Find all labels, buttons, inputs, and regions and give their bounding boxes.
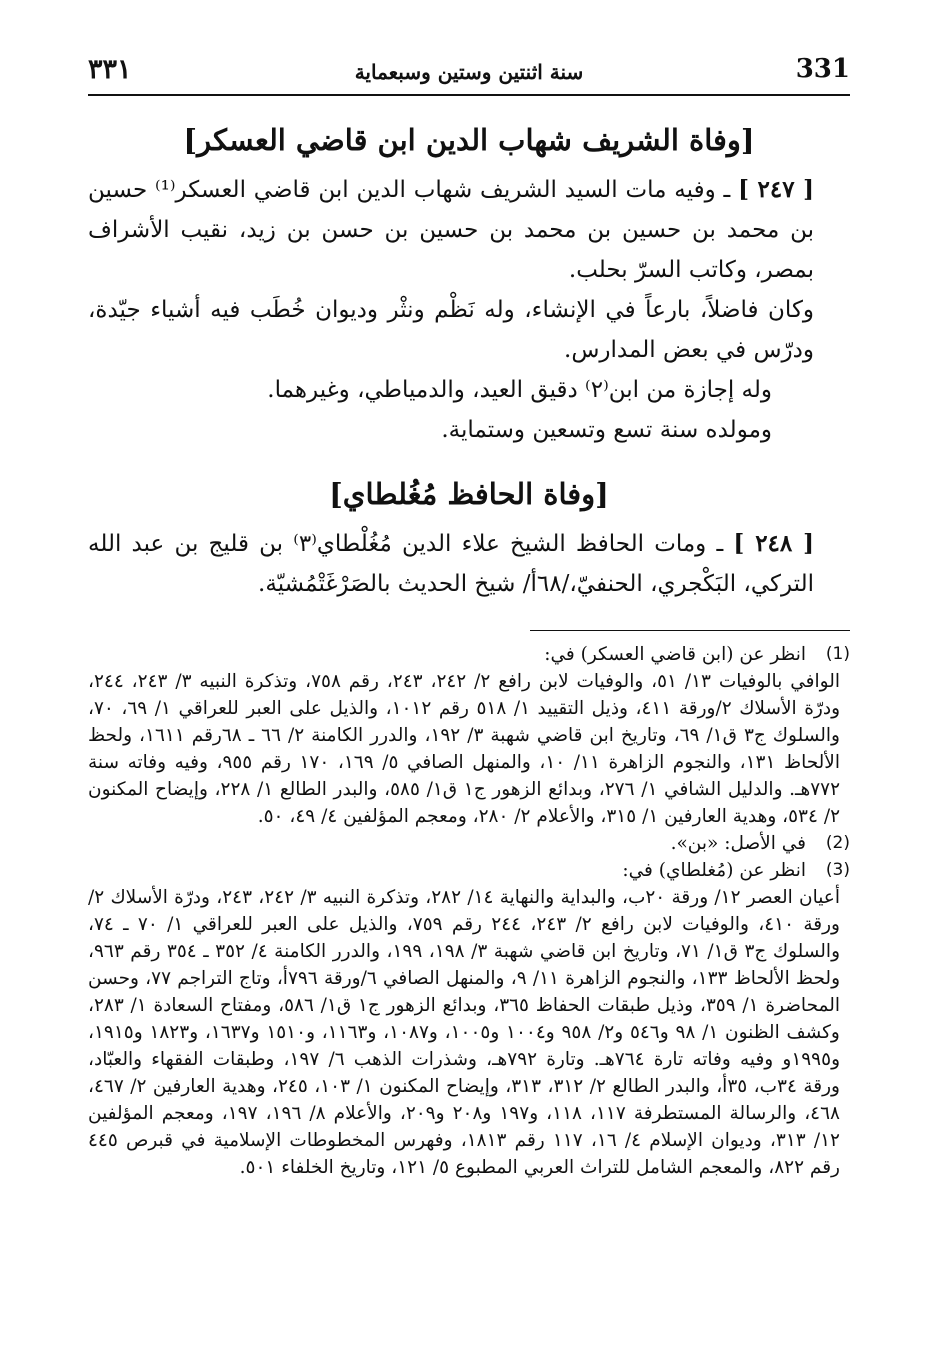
footnote-3	[88, 857, 850, 1181]
entry-248	[88, 524, 850, 604]
footnote-2	[88, 830, 850, 857]
footnote-text: الوافي بالوفيات ١٣/ ٥١، والوفيات لابن رافع ٢/ ٢٤٢، ٢٤٣، رقم ٧٥٨، وتذكرة النبيه ٣/ ٢٤٣، ٢٤٤، ودرّة الأسلاك ٢/ورقة ٤١١، وذيل التقييد ١/ ٥١٨ رقم ١٠١٢، والذيل على العبر للعراقي ١/ ٦٩، ٧٠، والسلوك ج٣ ق١/ ٦٩، وتاريخ ابن قاضي شهبة ٣/ ١٩٢، والدرر الكامنة ٢/ ٦٦ ـ ٦٨رقم ١٦١١، ولحظ الألحاظ ١٣١، والنجوم الزاهرة ١١/ ١٠، والمنهل الصافي ٥/ ١٦٩، ١٧٠ رقم ٩٥٥، وفيه وفاته سنة ٧٧٢هـ. والدليل الشافي ١/ ٢٧٦، وبدائع الزهور ج١ ق١/ ٥٨٥، والبدر الطالع ١/ ٢٢٨، وإيضاح المكنون ٢/ ٥٣٤، وهدية العارفين ١/ ٣١٥، والأعلام ٢/ ٢٨٠، ومعجم المؤلفين ٤/ ٤٩، ٥٠.	[88, 671, 841, 827]
entry-text: ـ ومات الحافظ الشيخ علاء الدين مُغُلْطاي⁽٣⁾ بن قليج بن عبد الله التركي، البَكْجري، الحنفيّ،/٦٨أ/ شيخ الحديث بالصَرْغَتْمُشيّة.	[88, 531, 814, 597]
section-heading-mughultay: [وفاة الحافظ مُغُلطاي]	[329, 477, 609, 511]
paragraph-birth: ومولده سنة تسع وتسعين وستماية.	[441, 417, 772, 443]
footnote-number: (2)	[825, 833, 850, 853]
footnote-text: أعيان العصر ١٢/ ورقة ٢٠ب، والبداية والنهاية ١٤/ ٢٨٢، وتذكرة النبيه ٣/ ٢٤٢، ٢٤٣، ودرّة الأسلاك ٢/ ورقة ٤١٠، والوفيات لابن رافع ٢/ ٢٤٣، ٢٤٤ رقم ٧٥٩، والذيل على العبر للعراقي ١/ ٧٠ ـ ٧٤، والسلوك ج٣ ق١/ ٧١، وتاريخ ابن قاضي شهبة ٣/ ١٩٨، ١٩٩، والدرر الكامنة ٤/ ٣٥٢ ـ ٣٥٤ رقم ٩٦٣، ولحظ الألحاظ ١٣٣، والنجوم الزاهرة ١١/ ٩، والمنهل الصافي ٦/ورقة ٧٩٦أ، وتاج التراجم ٧٧، وحسن المحاضرة ١/ ٣٥٩، وذيل طبقات الحفاظ ٣٦٥، وبدائع الزهور ج١ ق١/ ٥٨٦، ومفتاح السعادة ١/ ٢٨٣، وكشف الظنون ١/ ٩٨ و٥٤٦ و٢/ ٩٥٨ و١٠٠٤ و١٠٠٥، و١٠٨٧، و١١٦٣، و١٥١٠ و١٦٣٧، و١٨٢٣ و١٩١٥، و١٩٩٥و وفيه وفاته تارة ٧٦٤هـ. وتارة ٧٩٢هـ، وشذرات الذهب ٦/ ١٩٧، وطبقات الفقهاء والعبّاد، ورقة ٣٤ب، ٣٥أ، والبدر الطالع ٢/ ٣١٢، ٣١٣، وإيضاح المكنون ١/ ١٠٣، ٢٤٥، وهدية العارفين ٢/ ٤٦٧، ٤٦٨، والرسالة المستطرفة ١١٧، ١١٨، و١٩٧ و٢٠٨ و٢٠٩، والأعلام ٨/ ١٩٦، ١٩٧، ومعجم المؤلفين ١٢/ ٣١٣، وديوان الإسلام ٤/ ١٦، ١١٧ رقم ١٨١٣، وفهرس المخطوطات الإسلامية في قبرص ٤٤٥ رقم ٨٢٢، والمعجم الشامل للتراث العربي المطبوع ٥/ ١٢١، وتاريخ الخلفاء ٥٠١.	[88, 887, 841, 1178]
running-head	[88, 48, 850, 96]
footnote-number: (1)	[825, 644, 850, 664]
entry-247	[88, 170, 850, 290]
section-heading-ibn-qadi: [وفاة الشريف شهاب الدين ابن قاضي العسكر]	[183, 123, 755, 157]
footnote-1	[88, 641, 850, 830]
footnote-separator	[530, 630, 850, 631]
page-number-arabic: ٣٣١	[88, 54, 132, 85]
entry-text: ـ وفيه مات السيد الشريف شهاب الدين ابن قاضي العسكر⁽¹⁾ حسين بن محمد بن حسين بن محمد بن حسين بن حسن بن زيد، نقيب الأشراف بمصر، وكاتب السرّ بحلب.	[88, 177, 814, 283]
footnote-lead: في الأصل: «بن».	[670, 833, 806, 854]
book-page	[88, 48, 850, 1181]
entry-number: [ ٢٤٧ ]	[738, 176, 814, 203]
footnote-lead: انظر عن (مُغلطاي) في:	[622, 860, 806, 881]
running-title: سنة اثنتين وستين وسبعماية	[354, 60, 584, 84]
entry-number: [ ٢٤٨ ]	[733, 530, 815, 557]
paragraph-ijaza: وله إجازة من ابن⁽٢⁾ دقيق العيد، والدمياطي، وغيرهما.	[267, 377, 772, 403]
footnote-number: (3)	[825, 860, 850, 880]
footnote-separator-wrap	[88, 630, 850, 631]
page-number-latin: 331	[795, 54, 850, 84]
footnote-lead: انظر عن (ابن قاضي العسكر) في:	[544, 644, 806, 665]
paragraph-virtues: وكان فاضلاً، بارعاً في الإنشاء، وله نَظْم ونثْر وديوان خُطَب فيه أشياء جيّدة، ودرّس في بعض المدارس.	[88, 297, 814, 363]
